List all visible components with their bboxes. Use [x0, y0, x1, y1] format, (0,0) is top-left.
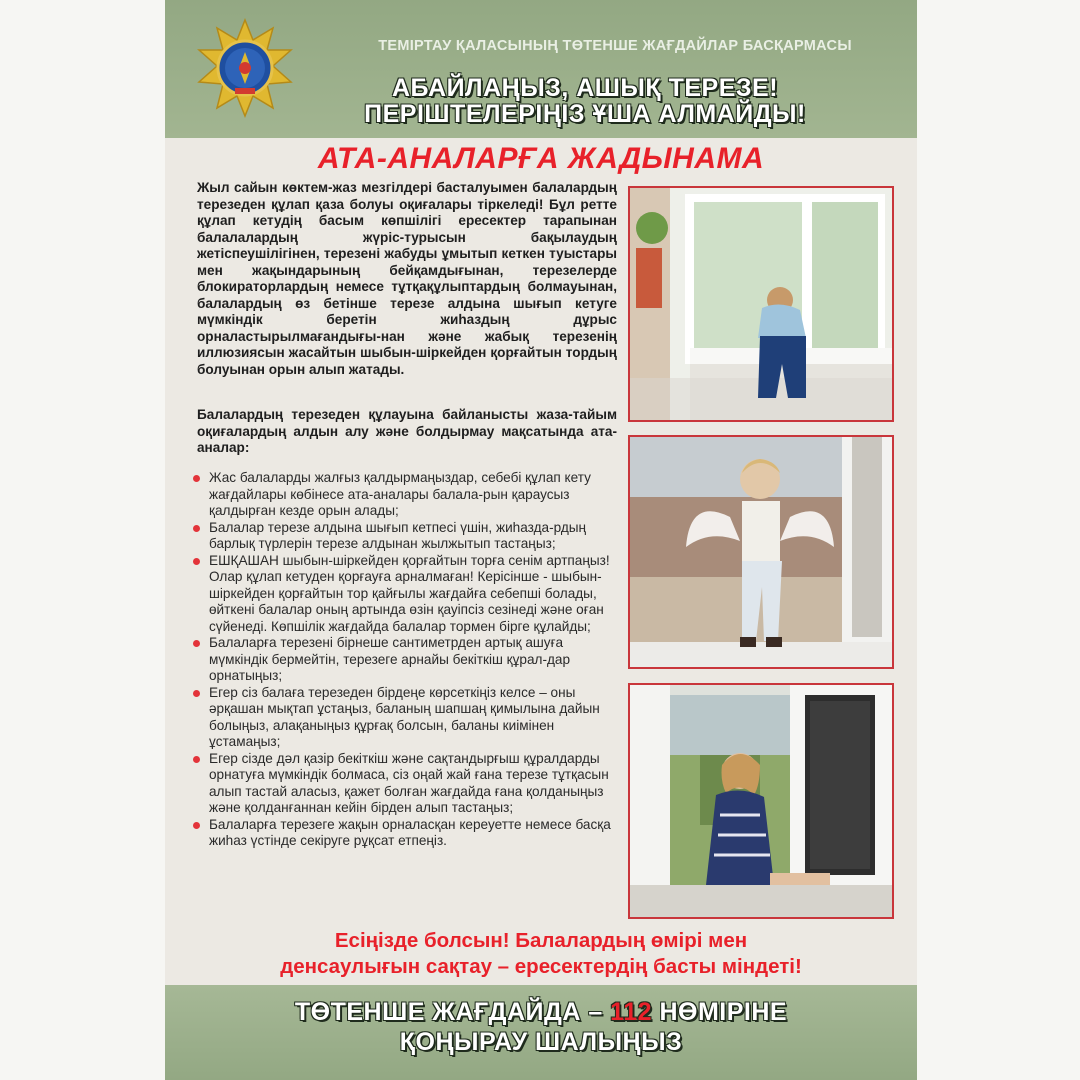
poster — [165, 0, 917, 1080]
slogan-line-1: АБАЙЛАҢЫЗ, АШЫҚ ТЕРЕЗЕ! — [391, 74, 779, 102]
poster-title: АТА-АНАЛАРҒА ЖАДЫНАМА — [317, 142, 765, 175]
list-item: ЕШҚАШАН шыбын-шіркейден қорғайтын торға сенім артпаңыз! Олар құлап кетуден қорғауға арналмаған! Керісінше - шыбын-шіркейден қорғайтын тор қайғылы жағдайға себепші болады, өйткені балалар оның артында өзін қауіпсіз сезінеді және оған сүйенеді. Көпшілік жағдайда балалар тормен бірге құлайды; — [191, 553, 621, 636]
reminder-text — [165, 928, 917, 980]
list-item: Егер сіз балаға терезеден бірдеңе көрсеткіңіз келсе – оны әрқашан мықтап ұстаңыз, баланың шапшаң қимылына дайын болыңыз, алақаныңыз құрғақ болсын, баланы киімінен ұстамаңыз; — [191, 685, 621, 751]
organization-name: ТЕМІРТАУ ҚАЛАСЫНЫҢ ТӨТЕНШЕ ЖАҒДАЙЛАР БАСҚАРМАСЫ — [378, 38, 852, 54]
list-item: Егер сізде дәл қазір бекіткіш және сақтандырғыш құралдарды орнатуға мүмкіндік болмаса, сіз оңай жай ғана терезе тұтқасын алып тастай аласыз, қажет болған жағдайда ғана қолданыңыз және қолданғаннан кейін бірден алып тастаңыз; — [191, 751, 621, 817]
list-item: Жас балаларды жалғыз қалдырмаңыздар, себебі құлап кету жағдайлары көбінесе ата-аналары балала-рын қараусыз қалдырған кезде орын алады; — [191, 470, 621, 520]
photo-child-climbing-window — [628, 186, 894, 422]
slogan-line-2: ПЕРІШТЕЛЕРІҢІЗ ҰША АЛМАЙДЫ! — [364, 100, 806, 128]
list-item: Балаларға терезені бірнеше сантиметрден артық ашуға мүмкіндік бермейтін, терезеге арнайы бекіткіш құрал-дар орнатыңыз; — [191, 635, 621, 685]
reminder-line-2: денсаулығын сақтау – ересектердің басты міндеті! — [280, 955, 802, 978]
footer-text-before: ТӨТЕНШЕ ЖАҒДАЙДА – — [294, 998, 611, 1026]
footer-line-1 — [165, 997, 917, 1027]
emergency-call-footer — [165, 997, 917, 1057]
footer-line-2: ҚОҢЫРАУ ШАЛЫҢЫЗ — [399, 1028, 683, 1056]
photo-child-angel-wings — [628, 435, 894, 669]
list-item: Балалар терезе алдына шығып кетпесі үшін, жиһазда-рдың барлық түрлерін терезе алдынан жылжытып тастаңыз; — [191, 520, 621, 553]
reminder-line-1: Есіңізде болсын! Балалардың өмірі мен — [334, 929, 748, 952]
scan-background-left — [0, 0, 165, 1080]
list-item: Балаларға терезеге жақын орналасқан кереуетте немесе басқа жиһаз үстінде секіруге рұқсат етпеңіз. — [191, 817, 621, 850]
intro-paragraph: Жыл сайын көктем-жаз мезгілдері басталуымен балалардың терезеден құлап қаза болуы оқиғалары тіркеледі! Бұл ретте құлап кетудің басым көпшілігі ересектер тарапынан балалалардың жүріс-турысын бақылаудың жетіспеушілігінен, терезені жабуды ұмытып кеткен туыстары мен жақындарының бейқамдығынан, терезелерде блокираторлардың немесе тұтқақұлыптардың болмауынан, балалардың өз бетінше терезе алдына шығып кетуге мүмкіндік беретін жиһаздың дұрыс орналастырылмағандығы-нан және жабық терезенің иллюзиясын жасайтын шыбын-шіркейден қорғайтын тордың болуынан орын алып жатады. — [197, 180, 617, 377]
advice-list — [191, 470, 621, 850]
emergency-number: 112 — [610, 998, 653, 1026]
scan-background-right — [917, 0, 1080, 1080]
lead-paragraph: Балалардың терезеден құлауына байланысты жаза-тайым оқиғалардың алдын алу және болдырмау мақсатында ата-аналар: — [197, 407, 617, 455]
photo-girl-at-open-window — [628, 683, 894, 919]
footer-text-after: НӨМІРІНЕ — [652, 998, 788, 1026]
